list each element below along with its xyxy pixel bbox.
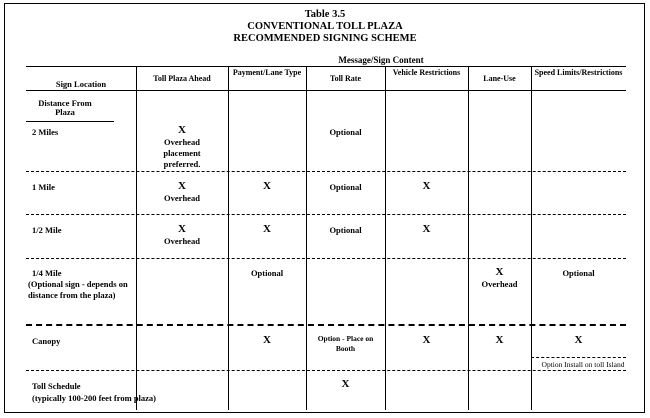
col-speed-limits: Speed Limits/Restrictions [534,68,623,77]
col-toll-rate: Toll Rate [329,74,362,83]
row-canopy-toll-rate: Option - Place on Booth [317,334,374,353]
table-title: CONVENTIONAL TOLL PLAZA [247,21,403,32]
row-2-miles-toll-plaza-note: Overhead placement preferred. [163,137,201,169]
row-canopy-payment-x: X [263,334,271,346]
row-quarter-mile-location: 1/4 Mile [32,268,62,278]
distance-from-plaza-label: Distance From Plaza [38,98,92,117]
col-line-3 [306,66,307,410]
canopy-note-line [531,357,626,358]
row-1-mile-payment-x: X [263,180,271,192]
row-1-mile-vehicle-x: X [422,180,431,192]
row-divider-3 [26,258,626,259]
row-half-mile-vehicle-x: X [422,223,431,235]
row-canopy-location: Canopy [32,336,61,346]
message-sign-content-header: Message/Sign Content [338,55,424,65]
row-canopy-speed-x: X [574,334,583,346]
col-toll-plaza-ahead: Toll Plaza Ahead [153,74,211,83]
row-half-mile-toll-plaza-x: X [178,223,186,235]
row-1-mile-toll-plaza-x: X [178,180,186,192]
row-quarter-mile-lane-use-x: X [495,266,504,278]
row-toll-schedule-toll-rate-x: X [341,378,350,390]
row-quarter-mile-payment: Optional [250,268,284,278]
row-1-mile-toll-plaza-note: Overhead [164,193,200,203]
group-underline [136,66,626,67]
table-subtitle: RECOMMENDED SIGNING SCHEME [233,33,417,44]
row-canopy-speed-note: Option Install on toll Island [541,360,625,369]
row-divider-5 [26,370,626,371]
row-divider-4 [26,324,626,326]
row-2-miles-toll-rate: Optional [329,127,362,137]
row-quarter-mile-speed: Optional [562,268,595,278]
sign-location-header: Sign Location [55,79,107,89]
distance-underline [26,121,114,122]
header-top-line-left [26,66,136,67]
col-line-6 [531,66,532,410]
row-quarter-mile-location-note: (Optional sign - depends on distance from the plaza) [28,279,128,300]
row-toll-schedule-location: Toll Schedule [32,381,81,391]
row-half-mile-location: 1/2 Mile [32,225,62,235]
row-half-mile-payment-x: X [263,223,271,235]
row-half-mile-toll-rate: Optional [329,225,362,235]
row-1-mile-toll-rate: Optional [329,182,362,192]
header-bottom-line [26,90,626,91]
col-line-2 [228,66,229,410]
col-line-5 [468,66,469,410]
col-lane-use: Lane-Use [483,74,516,83]
row-2-miles-location: 2 Miles [32,127,59,137]
table-number: Table 3.5 [304,9,346,20]
row-divider-1 [26,171,626,172]
row-quarter-mile-lane-use-note: Overhead [481,279,518,289]
row-2-miles-toll-plaza-x: X [178,124,186,136]
row-1-mile-location: 1 Mile [32,182,55,192]
row-canopy-lane-use-x: X [495,334,504,346]
row-toll-schedule-location-note: (typically 100-200 feet from plaza) [32,393,157,403]
col-vehicle-restrictions: Vehicle Restrictions [392,68,461,77]
row-canopy-vehicle-x: X [422,334,431,346]
col-payment-lane-type: Payment/Lane Type [232,68,302,77]
col-line-4 [385,66,386,410]
row-half-mile-toll-plaza-note: Overhead [164,236,200,246]
row-divider-2 [26,214,626,215]
